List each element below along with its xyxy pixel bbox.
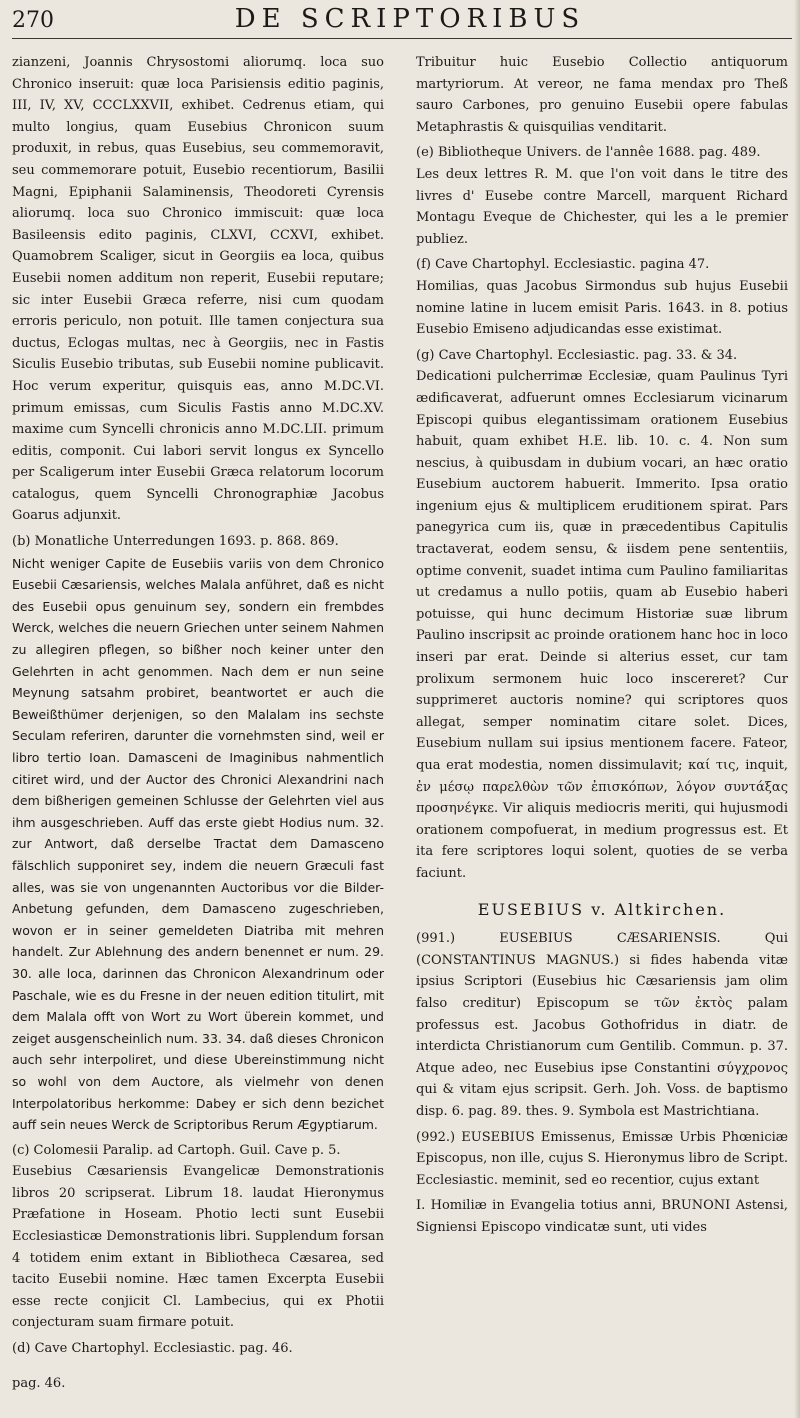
page-signature: pag. 46. <box>12 1376 66 1391</box>
left-column <box>12 52 384 1412</box>
paragraph: (992.) EUSEBIUS Emissenus, Emissæ Urbis Phœniciæ Episcopus, non ille, cujus S. Hieronymus libro de Script. Ecclesiastic. meminit, sed eo recentior, cujus extant <box>416 1129 788 1188</box>
paragraph: I. Homiliæ in Evangelia totius anni, BRUNONI Astensi, Signiensi Episcopo vindicatæ sunt, uti vides <box>416 1198 788 1235</box>
page-header <box>0 0 800 48</box>
footnote-label: (c) Colomesii Paralip. ad Cartoph. Guil. Cave p. 5. <box>12 1142 341 1158</box>
right-column <box>416 52 788 1412</box>
footnote-label: (b) Monatliche Unterredungen 1693. p. 868. 869. <box>12 534 339 550</box>
paragraph: Tribuitur huic Eusebio Collectio antiquorum martyriorum. At vereor, ne fama mendax pro Theß sauro Carbones, pro genuino Eusebii opere fabulas Metaphrastis & quisquilias venditarit. <box>416 55 788 135</box>
paragraph: zianzeni, Joannis Chrysostomi aliorumq. loca suo Chronico inseruit: quæ loca Parisiensis editio paginis, III, IV, XV, CCCLXXVII, exhibet. Cedrenus etiam, qui multo longius, quam Eusebius Chronicon suum produxit, in rebus, quas Eusebius, seu commemoravit, seu commemorare potuit, Eusebio recentiorum, Basilii Magni, Epiphanii Salaminensis, Theodoreti Cyrensis aliorumq. loca suo Chronico immiscuit: quæ loca Basileensis edito paginis, CLXVI, CCXVI, exhibet. Quamobrem Scaliger, sicut in Georgiis ea loca, quibus Eusebii nomen additum non reperit, Eusebii reputare; sic inter Eusebii Græca referre, nisi cum quodam erroris periculo, non potuit. Ille tamen conjectura sua ductus, Eclogas multas, nec à Georgiis, nec in Fastis Siculis Eusebio tributas, sub Eusebii nomine publicavit. Hoc verum experitur, quisquis eas, anno M.DC.VI. primum emissas, cum Siculis Fastis anno M.DC.XV. maxime cum Syncelli chronicis anno M.DC.LII. primum editis, componit. Cui labori servit longus ex Syncello per Scaligerum inter Eusebii Græca relatorum locorum catalogus, quem Syncelli Chronographiæ Jacobus Goarus adjunxit. <box>12 55 384 524</box>
page-edge-shadow <box>794 0 800 1418</box>
footnote-label: (g) Cave Chartophyl. Ecclesiastic. pag. 33. & 34. <box>416 347 738 363</box>
paragraph: Homilias, quas Jacobus Sirmondus sub hujus Eusebii nomine latine in lucem emisit Paris. 1643. in 8. potius Eusebio Emiseno adjudicandas esse existimat. <box>416 278 788 338</box>
header-rule <box>12 38 792 39</box>
footnote-label: (e) Bibliotheque Univers. de l'annêe 1688. pag. 489. <box>416 145 761 161</box>
paragraph: (991.) EUSEBIUS CÆSARIENSIS. Qui (CONSTANTINUS MAGNUS.) si fides habenda vitæ ipsius Scriptori (Eusebius hic Cæsariensis jam olim falso creditur) Episcopum se τῶν ἐκτὸς palam professus est. Jacobus Gothofridus in diatr. de interdicta Christianorum cum Gentilib. Commun. p. 37. Atque adeo, nec Eusebius ipse Constantini σύγχρονος qui & vitam ejus scripsit. Gerh. Joh. Voss. de baptismo disp. 6. pag. 89. thes. 9. Symbola est Mastrichtiana. <box>416 931 788 1119</box>
page-number: 270 <box>12 8 54 33</box>
footnote-label: (d) Cave Chartophyl. Ecclesiastic. pag. 46. <box>12 1341 293 1357</box>
paragraph: Eusebius Cæsariensis Evangelicæ Demonstrationis libros 20 scripserat. Librum 18. laudat Hieronymus Præfatione in Hoseam. Photio lecti sunt Eusebii Ecclesiasticæ Demonstrationis libri. Supplendum forsan 4 totidem enim extant in Bibliotheca Cæsarea, sed tacito Eusebii nomine. Hæc tamen Excerpta Eusebii esse recte conjicit Cl. Lambecius, qui ex Photii conjecturam suam firmare potuit. <box>12 1164 384 1331</box>
footnote-label: (f) Cave Chartophyl. Ecclesiastic. pagina 47. <box>416 257 710 273</box>
section-heading: EUSEBIUS v. Altkirchen. <box>477 899 727 919</box>
running-head: DE SCRIPTORIBUS <box>234 4 586 34</box>
paragraph: Dedicationi pulcherrimæ Ecclesiæ, quam Paulinus Tyri ædificaverat, adfuerunt omnes Ecclesiarum vicinarum Episcopi quibus elegantissimam orationem Eusebius habuit, quam exhibet H.E. lib. 10. c. 4. Non sum nescius, à quibusdam in dubium vocari, an hæc oratio Eusebium auctorem habuerit. Immerito. Ipsa oratio ingenium ejus & multiplicem eruditionem spirat. Pars panegyrica cum iis, quæ in præcedentibus Capitulis tractaverat, eodem sensu, & iisdem pene sententiis, optime convenit, suadet intima cum Paulino familiaritas ut credamus a nullo potiis, quam ab Eusebio haberi potuisse, qui hunc decimum Historiæ suæ librum Paulino inscripsit ac proinde orationem hanc hoc in loco inseri par erat. Deinde si alterius esset, cur tam prolixum sermonem huic loco inscereret? Cur supprimeret auctoris nomine? qui scriptores quos allegat, semper nominatim citare solet. Dices, Eusebium nullam sui ipsius mentionem facere. Fateor, qua erat modestia, nomen dissimulavit; καί τις, inquit, ἐν μέσῳ παρελθὼν τῶν ἐπισκόπων, λόγον συντάξας προσηνέγκε. Vir aliquis mediocris meriti, qui hujusmodi orationem compofuerat, in medium progressus est. Et ita fere scriptores loqui solent, quoties de se verba faciunt. <box>416 369 788 881</box>
paragraph: Les deux lettres R. M. que l'on voit dans le titre des livres d' Eusebe contre Marcell, marquent Richard Montagu Eveque de Chichester, qui les a le premier publiez. <box>416 166 788 247</box>
paragraph: Nicht weniger Capite de Eusebiis variis von dem Chronico Eusebii Cæsariensis, welches Malala anführet, daß es nicht des Eusebii opus genuinum sey, sondern ein frembdes Werck, welches die neuern Griechen unter seinem Nahmen zu allegiren pflegen, so bißher noch keiner unter den Gelehrten in acht genommen. Nach dem er nun seine Meynung satsahm probiret, beantwortet er auch die Beweißthümer derjenigen, so den Malalam ins sechste Seculam referiren, darunter die vornehmsten sind, weil er libro tertio Ioan. Damasceni de Imaginibus nahmentlich citiret wird, und der Auctor des Chronici Alexandrini nach dem bißherigen gemeinen Schlusse der Gelehrten viel aus ihm ausgeschrieben. Auff das erste giebt Hodius num. 32. zur Antwort, daß derselbe Tractat dem Damasceno fälschlich supponiret sey, indem die neuern Græculi fast alles, was sie von ungenannten Auctoribus vor die Bilder-Anbetung gefunden, dem Damasceno zugeschrieben, wovon er in seiner gemeldeten Diatriba mit mehren handelt. Zur Ablehnung des andern benennet er num. 29. 30. alle loca, darinnen das Chronicon Alexandrinum oder Paschale, wie es du Fresne in der neuen edition titulirt, mit dem Malala offt von Wort zu Wort überein kommet, und zeiget ausgenscheinlich num. 33. 34. daß dieses Chronicon auch sehr interpoliret, und diese Ubereinstimmung nicht so wohl von dem Auctore, als vielmehr von denen Interpolatoribus herkomme: Dabey er sich denn bezichet auff sein neues Werck de Scriptoribus Rerum Ægyptiarum. <box>12 555 384 1133</box>
